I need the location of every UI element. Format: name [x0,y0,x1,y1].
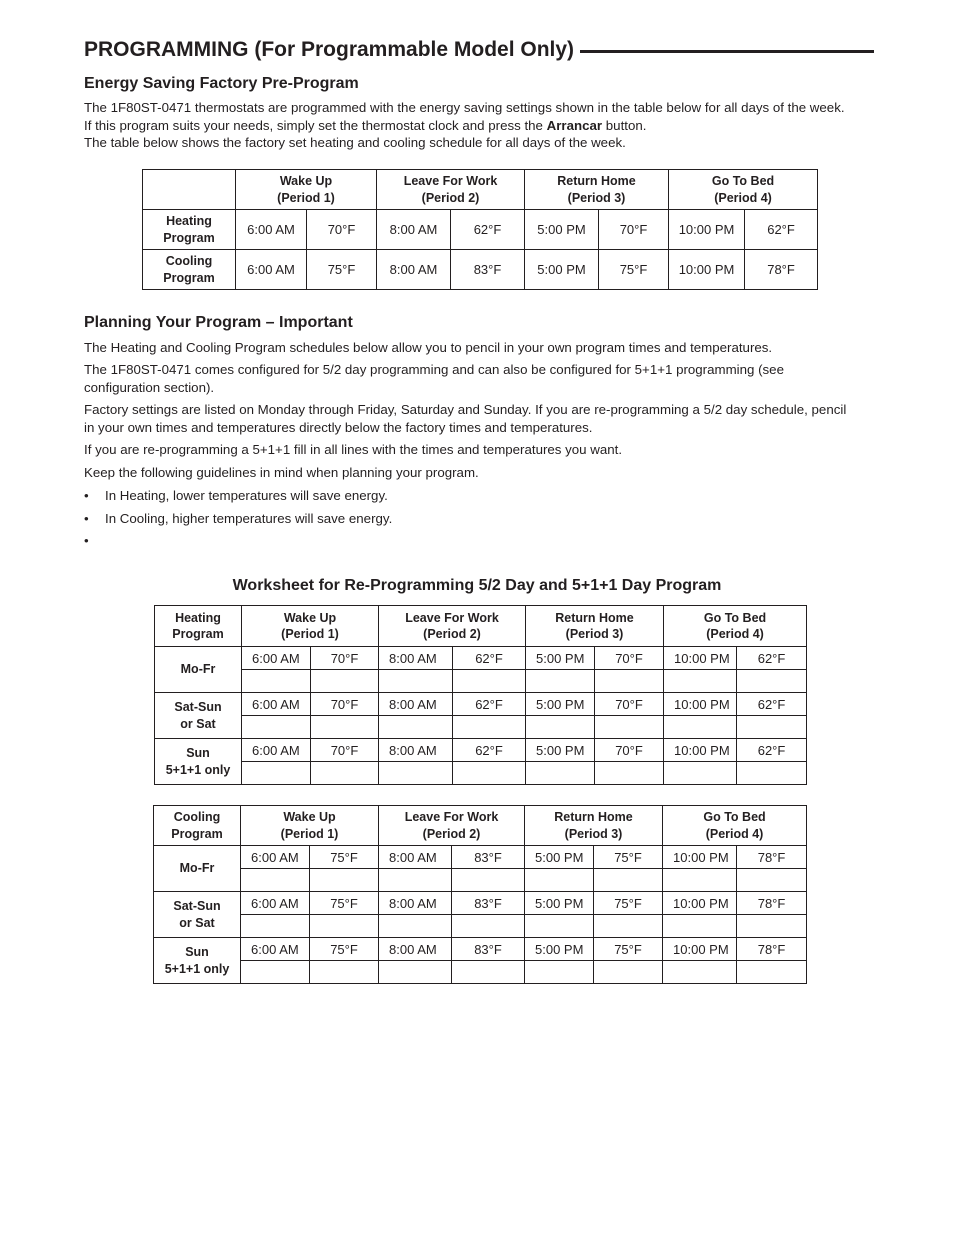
factory-header-row [143,170,818,210]
blank-cell[interactable] [737,869,807,892]
cell-temp: 75°F [599,250,669,290]
worksheet-title: Worksheet for Re-Programming 5/2 Day and 5+1+1 Day Program [232,577,722,594]
period-3-header: Return Home (Period 3) [526,606,664,647]
row-label-cooling: Cooling Program [143,250,236,290]
cell-time: 6:00 AM [241,892,310,915]
cell-temp: 78°F [745,250,818,290]
cell-time: 5:00 PM [525,938,594,961]
blank-cell[interactable] [594,915,663,938]
row-label-sat-sun: Sat-Sun or Sat [154,892,241,938]
blank-cell[interactable] [594,961,663,984]
blank-cell[interactable] [664,716,737,739]
blank-cell[interactable] [526,670,595,693]
cell-time: 5:00 PM [525,892,594,915]
blank-cell[interactable] [663,915,737,938]
blank-entry-row [154,915,807,938]
cell-time: 5:00 PM [526,739,595,762]
cell-time: 8:00 AM [379,938,452,961]
planning-paragraph-4: If you are re-programming a 5+1+1 fill in all lines with the times and temperatures you want. [84,442,623,457]
period-1-header: Wake Up (Period 1) [242,606,379,647]
blank-cell[interactable] [310,915,379,938]
cell-time: 8:00 AM [379,846,452,869]
cell-temp: 70°F [311,693,379,716]
cell-temp: 70°F [599,210,669,250]
table-row [155,693,807,716]
cell-time: 6:00 AM [241,846,310,869]
blank-cell[interactable] [452,915,525,938]
blank-cell[interactable] [310,869,379,892]
table-row [154,892,807,915]
page-title [84,38,874,62]
period-4-header: Go To Bed (Period 4) [663,806,807,846]
cell-time: 10:00 PM [669,210,745,250]
cell-time: 5:00 PM [525,250,599,290]
planning-paragraph-2: The 1F80ST-0471 comes configured for 5/2 day programming and can also be configured for 5+1+1 programming (see configuration section). [84,362,784,395]
cell-time: 6:00 AM [236,210,307,250]
blank-cell[interactable] [664,762,737,785]
cell-time: 8:00 AM [379,892,452,915]
cell-temp: 75°F [310,892,379,915]
blank-cell[interactable] [525,869,594,892]
blank-cell[interactable] [594,869,663,892]
blank-cell[interactable] [526,716,595,739]
row-label-mo-fr: Mo-Fr [154,846,241,892]
cooling-header-row [154,806,807,846]
cell-temp: 83°F [452,892,525,915]
empty-corner-cell [143,170,236,210]
cell-temp: 75°F [310,846,379,869]
blank-cell[interactable] [453,762,526,785]
cell-time: 8:00 AM [379,647,453,670]
blank-entry-row [154,869,807,892]
cell-temp: 70°F [595,647,664,670]
blank-cell[interactable] [737,915,807,938]
cell-time: 8:00 AM [377,210,451,250]
heating-worksheet-table [154,605,807,785]
blank-cell[interactable] [663,869,737,892]
blank-cell[interactable] [379,915,452,938]
row-label-mo-fr: Mo-Fr [155,647,242,693]
blank-cell[interactable] [737,961,807,984]
table-row [154,938,807,961]
blank-cell[interactable] [452,961,525,984]
blank-cell[interactable] [241,961,310,984]
cell-time: 10:00 PM [664,647,737,670]
blank-cell[interactable] [379,762,453,785]
period-3-header: Return Home (Period 3) [525,806,663,846]
intro-text-a: The 1F80ST-0471 thermostats are programmed with the energy saving settings shown in the table below for all days of the week. If this program suits your needs, simply set the thermostat clock and press the [84,100,845,133]
section-heading-energy-saving: Energy Saving Factory Pre-Program [84,75,359,92]
blank-cell[interactable] [379,961,452,984]
cooling-program-header: Cooling Program [154,806,241,846]
blank-cell[interactable] [242,716,311,739]
blank-cell[interactable] [525,961,594,984]
blank-cell[interactable] [242,670,311,693]
cell-temp: 75°F [594,846,663,869]
blank-cell[interactable] [737,716,807,739]
blank-cell[interactable] [664,670,737,693]
cell-time: 10:00 PM [664,739,737,762]
cell-time: 10:00 PM [663,892,737,915]
blank-cell[interactable] [453,670,526,693]
cell-time: 5:00 PM [525,846,594,869]
cell-temp: 62°F [737,693,807,716]
cell-time: 10:00 PM [663,938,737,961]
blank-entry-row [155,716,807,739]
blank-cell[interactable] [241,915,310,938]
cell-temp: 70°F [595,739,664,762]
blank-cell[interactable] [311,716,379,739]
blank-cell[interactable] [595,670,664,693]
section-heading-planning: Planning Your Program – Important [84,314,353,331]
cell-temp: 75°F [307,250,377,290]
cell-time: 6:00 AM [241,938,310,961]
cell-time: 8:00 AM [379,739,453,762]
blank-cell[interactable] [311,670,379,693]
blank-cell[interactable] [595,716,664,739]
bullet-icon: • [84,511,89,526]
heating-header-row [155,606,807,647]
table-row [143,250,818,290]
cell-time: 8:00 AM [377,250,451,290]
blank-cell[interactable] [379,716,453,739]
table-row [155,647,807,670]
table-description: The table below shows the factory set heating and cooling schedule for all days of the week. [84,135,626,150]
cell-temp: 78°F [737,892,807,915]
blank-cell[interactable] [242,762,311,785]
blank-cell[interactable] [311,762,379,785]
planning-paragraph-3: Factory settings are listed on Monday through Friday, Saturday and Sunday. If you are re-programming a 5/2 day schedule, pencil in your own times and temperatures directly below the factory times and temperatures. [84,402,847,435]
bullet-icon: • [84,488,89,503]
planning-paragraph-1: The Heating and Cooling Program schedules below allow you to pencil in your own program times and temperatures. [84,340,773,355]
cell-time: 10:00 PM [669,250,745,290]
row-label-sun: Sun 5+1+1 only [155,739,242,785]
period-4-header: Go To Bed (Period 4) [664,606,807,647]
cell-temp: 62°F [451,210,525,250]
page-title-text: PROGRAMMING (For Programmable Model Only) [84,38,575,61]
intro-text-b: button. [602,117,647,133]
cell-temp: 62°F [737,739,807,762]
period-1-header: Wake Up (Period 1) [236,170,377,210]
blank-cell[interactable] [310,961,379,984]
cell-temp: 83°F [451,250,525,290]
cell-temp: 75°F [310,938,379,961]
cell-temp: 78°F [737,846,807,869]
blank-entry-row [155,762,807,785]
blank-cell[interactable] [663,961,737,984]
heating-program-header: Heating Program [155,606,242,647]
factory-program-table [142,169,818,290]
cell-temp: 62°F [745,210,818,250]
cell-temp: 70°F [311,739,379,762]
arrancar-button-name: Arrancar [546,117,603,133]
period-2-header: Leave For Work (Period 2) [379,606,526,647]
blank-cell[interactable] [525,915,594,938]
cell-time: 6:00 AM [242,647,311,670]
cell-time: 10:00 PM [663,846,737,869]
period-2-header: Leave For Work (Period 2) [379,806,525,846]
cell-time: 6:00 AM [242,739,311,762]
row-label-sat-sun: Sat-Sun or Sat [155,693,242,739]
row-label-sun: Sun 5+1+1 only [154,938,241,984]
cell-temp: 78°F [737,938,807,961]
blank-entry-row [155,670,807,693]
cell-time: 5:00 PM [526,693,595,716]
cooling-worksheet-table [153,805,807,984]
cell-temp: 75°F [594,892,663,915]
cell-temp: 75°F [594,938,663,961]
cell-time: 5:00 PM [526,647,595,670]
row-label-heating: Heating Program [143,210,236,250]
title-rule [580,50,874,53]
bullet-icon: • [84,533,89,548]
blank-cell[interactable] [379,670,453,693]
cell-temp: 62°F [453,693,526,716]
cell-time: 6:00 AM [242,693,311,716]
cell-temp: 83°F [452,846,525,869]
cell-time: 10:00 PM [664,693,737,716]
planning-paragraph-5: Keep the following guidelines in mind when planning your program. [84,465,479,480]
cell-temp: 62°F [453,647,526,670]
cell-time: 6:00 AM [236,250,307,290]
blank-cell[interactable] [453,716,526,739]
cell-temp: 70°F [311,647,379,670]
blank-entry-row [154,961,807,984]
blank-cell[interactable] [737,670,807,693]
blank-cell[interactable] [241,869,310,892]
blank-cell[interactable] [452,869,525,892]
cell-temp: 70°F [595,693,664,716]
period-2-header: Leave For Work (Period 2) [377,170,525,210]
blank-cell[interactable] [379,869,452,892]
blank-cell[interactable] [737,762,807,785]
cell-time: 8:00 AM [379,693,453,716]
cell-temp: 62°F [737,647,807,670]
intro-paragraph [84,99,854,134]
period-3-header: Return Home (Period 3) [525,170,669,210]
table-row [143,210,818,250]
period-1-header: Wake Up (Period 1) [241,806,379,846]
cell-temp: 70°F [307,210,377,250]
cell-time: 5:00 PM [525,210,599,250]
cell-temp: 83°F [452,938,525,961]
table-row [155,739,807,762]
blank-cell[interactable] [526,762,595,785]
period-4-header: Go To Bed (Period 4) [669,170,818,210]
blank-cell[interactable] [595,762,664,785]
table-row [154,846,807,869]
cell-temp: 62°F [453,739,526,762]
